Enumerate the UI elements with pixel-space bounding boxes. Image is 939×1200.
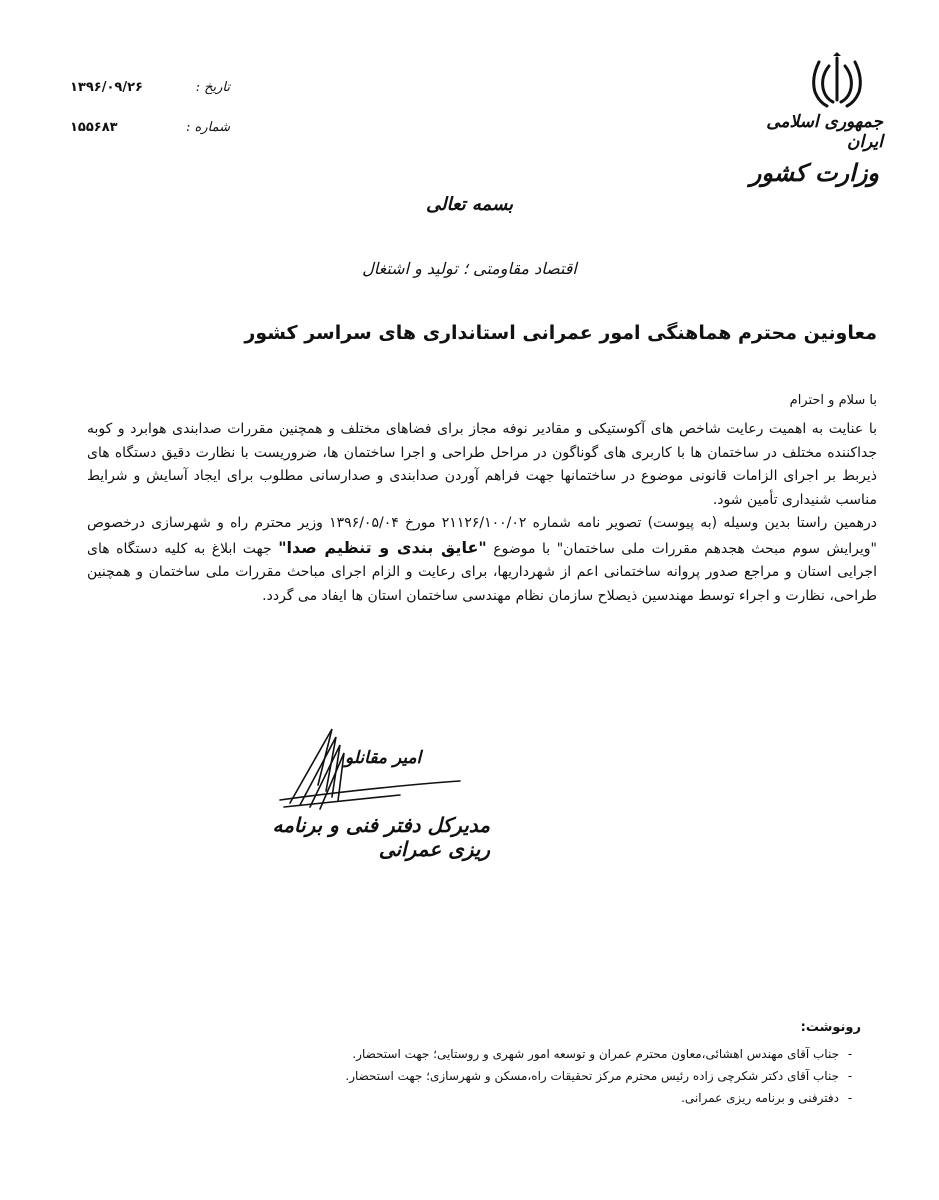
list-item <box>101 1087 861 1109</box>
subject-emphasis: "عایق بندی و تنظیم صدا" <box>278 537 487 557</box>
body-paragraph-2 <box>87 512 877 608</box>
year-motto: اقتصاد مقاومتی ؛ تولید و اشتغال <box>362 259 577 278</box>
date-label: تاریخ : <box>195 80 230 95</box>
body-paragraph-1: با عنایت به اهمیت رعایت شاخص های آکوستیکی و مقادیر نوفه مجاز برای فضاهای مختلف و همچنین مقررات صدابندی هوابرد و کوبه جداکننده مختلف در ساختمان ها با کاربری های گوناگون در مراحل طراحی و اجرا ساختمان ها، ضروریست با نظارت دقیق دستگاه های ذیربط بر اجرای الزامات قانونی موضوع در ساختمانها جهت فراهم آوردن صدابندی و صدارسانی مطلوب برای ایجاد آسایش و شرایط مناسب شنیداری تأمین شود. <box>87 421 877 508</box>
iran-emblem-icon <box>797 52 877 110</box>
country-name: جمهوری اسلامی ایران <box>766 112 883 152</box>
number-value: ۱۵۵۶۸۳ <box>70 120 118 135</box>
signer-title: مدیرکل دفتر فنی و برنامه ریزی عمرانی <box>272 813 490 861</box>
number-row <box>70 120 230 142</box>
body-paragraph-2-end: جهت ابلاغ به کلیه دستگاه های اجرایی استان و مراجع صدور پروانه ساختمانی اعم از شهرداریها، برای رعایت و الزام اجرای مباحث مقررات ملی ساختمان و همچنین طراحی، نظارت و اجراء توسط مهندسین ذیصلاح سازمان نظام مهندسی ساختمان استان ها ایفاد می گردد. <box>87 540 877 604</box>
copy-recipient: دفترفنی و برنامه ریزی عمرانی. <box>681 1091 839 1105</box>
date-row <box>70 80 230 102</box>
signer-name: امیر مقانلو <box>345 748 422 768</box>
ministry-name: وزارت کشور <box>749 158 879 187</box>
body-paragraph-2-start: درهمین راستا بدین وسیله (به پیوست) تصویر نامه شماره ۲۱۱۲۶/۱۰۰/۰۲ مورخ ۱۳۹۶/۰۵/۰۴ وزیر محترم راه و شهرسازی درخصوص "ویرایش سوم مبحث هجدهم مقررات ملی ساختمان" با موضوع <box>87 515 877 557</box>
number-label: شماره : <box>186 120 230 135</box>
copies-heading: رونوشت: <box>800 1020 861 1035</box>
list-item <box>101 1065 861 1087</box>
letter-body <box>87 418 877 608</box>
copies-list <box>101 1043 861 1109</box>
list-dash: - <box>847 1091 853 1105</box>
basmala: بسمه تعالی <box>425 194 514 215</box>
copy-recipient: جناب آقای دکتر شکرچی زاده رئیس محترم مرکز تحقیقات راه،مسکن و شهرسازی؛ جهت استحضار. <box>345 1069 839 1083</box>
date-value: ۱۳۹۶/۰۹/۲۶ <box>70 80 143 95</box>
list-item <box>101 1043 861 1065</box>
copy-recipient: جناب آقای مهندس اهشائی،معاون محترم عمران و توسعه امور شهری و روستایی؛ جهت استحضار. <box>352 1047 839 1061</box>
list-dash: - <box>847 1047 853 1061</box>
recipient-line: معاونین محترم هماهنگی امور عمرانی استانداری های سراسر کشور <box>244 322 877 344</box>
list-dash: - <box>847 1069 853 1083</box>
greeting: با سلام و احترام <box>789 393 877 408</box>
